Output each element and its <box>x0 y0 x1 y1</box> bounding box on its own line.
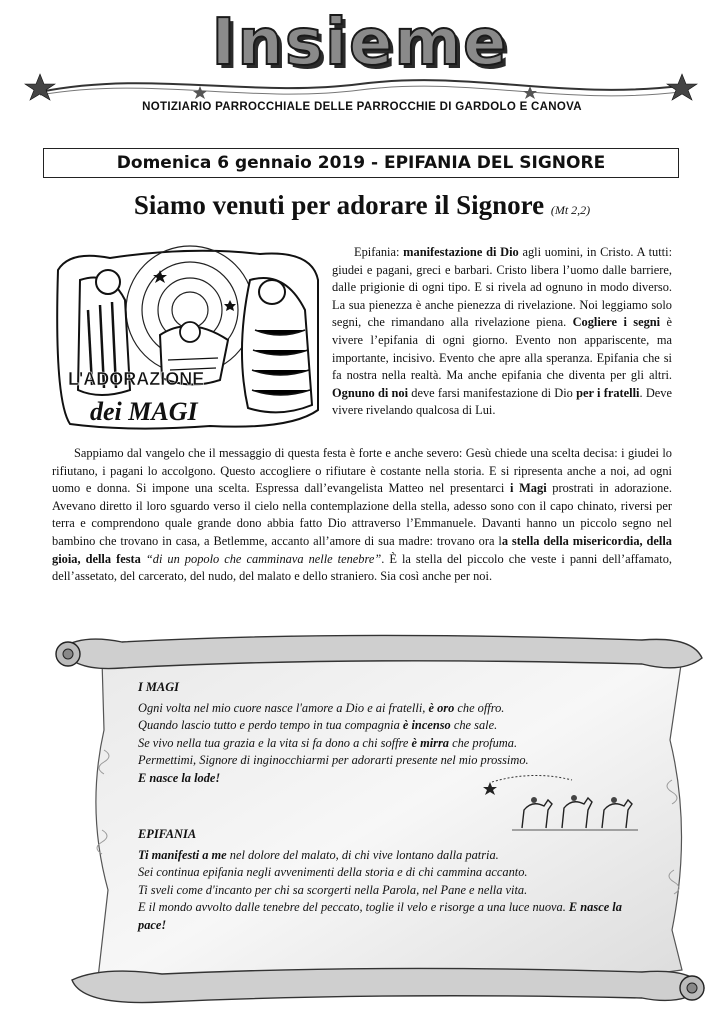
star-icon <box>667 74 697 100</box>
article-headline <box>0 190 724 221</box>
poem-line: Sei continua epifania negli avvenimenti della storia e di chi cammina accanto. <box>138 865 528 879</box>
newsletter-subtitle: NOTIZIARIO PARROCCHIALE DELLE PARROCCHIE DI GARDOLO E CANOVA <box>142 101 582 113</box>
poem-epifania <box>138 826 628 934</box>
poem-closing-line: E nasce la pace! <box>138 900 622 932</box>
illustration-caption-2: dei MAGI <box>90 397 198 426</box>
newsletter-title: Insieme <box>211 6 509 80</box>
masthead <box>0 0 724 122</box>
adoration-of-magi-illustration <box>50 240 325 435</box>
poem-title: EPIFANIA <box>138 827 197 841</box>
poem-line: Se vivo nella tua grazia e la vita si fa dono a chi soffre è mirra che profuma. <box>138 735 518 750</box>
illustration-caption-1: L'ADORAZIONE <box>68 369 205 389</box>
article-paragraph-2: Sappiamo dal vangelo che il messaggio di questa festa è forte e anche severo: Gesù chiede una scelta decisa: i giudei lo rifiutano, i pagani lo accolgono. Questo accogliere o rifiutare è costante nella storia. E si ripresenta anche a noi, ad ogni uomo e donna. Si impone una scelta. Espressa dall’evangelista Matteo nel presentarci i Magi prostrati in adorazione. Avevano diretto il loro sguardo verso il cielo nella contemplazione della stella, adesso sono con il capo chinato, riversi per terra e comprendono quale grande dono abbia fatto Dio attraverso l’Emmanuele. Davanti hanno un piccolo segno nel bambino che trovano in casa, a Betlemme, accanto all’amore di sua madre: trovano ora la stella della misericordia, della gioia, della festa “di un popolo che camminava nelle tenebre”. È la stella del piccolo che veste i panni dell’affamato, dell’assetato, del carcerato, del nudo, del malato e dello straniero. Sia così anche per noi. <box>52 446 672 584</box>
star-icon <box>25 74 55 100</box>
poem-line: Ti sveli come d'incanto per chi sa scorgerti nella Parola, nel Pane e nella vita. <box>138 882 528 897</box>
poem-line: Ti manifesti a me nel dolore del malato, di chi vive lontano dalla patria. <box>138 847 499 862</box>
headline-reference: (Mt 2,2) <box>550 203 591 217</box>
poem-title: I MAGI <box>138 680 179 694</box>
poem-line: Permettimi, Signore di inginocchiarmi per adorarti presente nel mio prossimo. <box>138 753 529 767</box>
star-icon <box>523 86 537 99</box>
poem-line: Ogni volta nel mio cuore nasce l'amore a Dio e ai fratelli, è oro che offro. <box>138 700 505 715</box>
article-paragraph-1: Epifania: manifestazione di Dio agli uomini, in Cristo. A tutti: giudei e pagani, greci e barbari. Cristo libera l’uomo dalle barriere, dalle prigionie di ogni tipo. E si rivela ad ognuno in modo diverso. La sua pienezza è anche pienezza di rivelazione. Noi leggiamo solo segni, che rimandano alla rivelazione piena. Cogliere i segni è vivere l’epifania di ogni giorno. Evento non appariscente, ma importante, incisivo. Evento che apre alla speranza. Epifania che si fa nostra nella realtà. Ma anche epifania che diventa per gli altri. Ognuno di noi deve farsi manifestazione di Dio per i fratelli. Deve vivere rivelando qualcosa di Lui. <box>332 245 673 418</box>
star-icon <box>193 86 207 99</box>
poem-line: Quando lascio tutto e perdo tempo in tua compagnia è incenso che sale. <box>138 718 498 732</box>
poem-i-magi <box>138 679 628 787</box>
poem-closing-line: E nasce la lode! <box>138 770 221 785</box>
headline-text: Siamo venuti per adorare il Signore <box>133 190 545 220</box>
poem-line: E il mondo avvolto dalle tenebre del peccato, toglie il velo e risorge a una luce nuova. <box>138 900 569 914</box>
date-banner: Domenica 6 gennaio 2019 - EPIFANIA DEL SIGNORE <box>43 148 679 178</box>
